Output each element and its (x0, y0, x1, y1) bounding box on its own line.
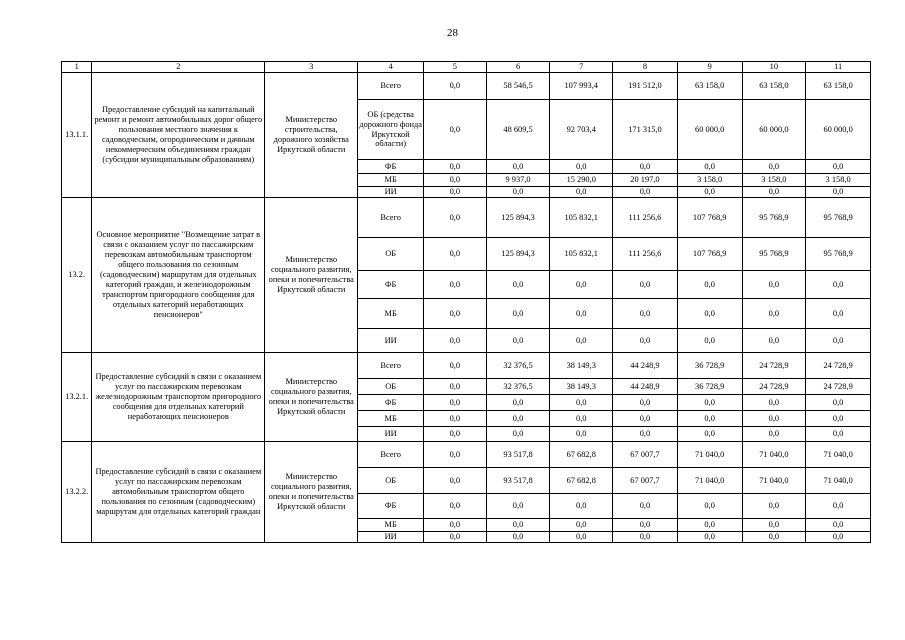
funding-source: ФБ (358, 160, 424, 174)
amount-cell: 0,0 (486, 427, 550, 442)
amount-cell: 0,0 (677, 299, 742, 329)
amount-cell: 3 158,0 (677, 174, 742, 187)
amount-cell: 0,0 (424, 271, 487, 299)
measure-name: Предоставление субсидий в связи с оказанием услуг по пассажирским перевозкам автомобильным транспортом общего пользования по сезонным (садоводческим) маршрутам для отдельных категорий граждан (92, 442, 265, 543)
amount-cell: 48 609,5 (486, 100, 550, 160)
amount-cell: 0,0 (806, 271, 871, 299)
amount-cell: 0,0 (550, 329, 613, 353)
amount-cell: 105 832,1 (550, 238, 613, 271)
table-body (62, 62, 871, 543)
amount-cell: 0,0 (424, 100, 487, 160)
amount-cell: 0,0 (613, 519, 678, 532)
amount-cell: 0,0 (742, 395, 806, 411)
amount-cell: 0,0 (424, 329, 487, 353)
amount-cell: 63 158,0 (677, 73, 742, 100)
amount-cell: 63 158,0 (742, 73, 806, 100)
table-row (62, 353, 871, 379)
amount-cell: 125 894,3 (486, 238, 550, 271)
header-row (62, 62, 871, 73)
table-row (62, 73, 871, 100)
amount-cell: 0,0 (806, 519, 871, 532)
amount-cell: 0,0 (742, 299, 806, 329)
amount-cell: 0,0 (742, 271, 806, 299)
responsible-org: Министерство социального развития, опеки и попечительства Иркутской области (265, 198, 358, 353)
amount-cell: 0,0 (613, 532, 678, 543)
amount-cell: 92 703,4 (550, 100, 613, 160)
amount-cell: 24 728,9 (806, 353, 871, 379)
amount-cell: 0,0 (742, 519, 806, 532)
funding-source: ИИ (358, 427, 424, 442)
amount-cell: 0,0 (806, 187, 871, 198)
amount-cell: 71 040,0 (677, 468, 742, 494)
funding-source: МБ (358, 519, 424, 532)
amount-cell: 0,0 (806, 532, 871, 543)
amount-cell: 0,0 (424, 427, 487, 442)
amount-cell: 0,0 (424, 238, 487, 271)
amount-cell: 0,0 (677, 427, 742, 442)
amount-cell: 0,0 (677, 187, 742, 198)
amount-cell: 0,0 (613, 160, 678, 174)
amount-cell: 15 290,0 (550, 174, 613, 187)
amount-cell: 0,0 (613, 411, 678, 427)
header-cell: 5 (424, 62, 487, 73)
amount-cell: 0,0 (550, 271, 613, 299)
amount-cell: 0,0 (677, 411, 742, 427)
responsible-org: Министерство социального развития, опеки и попечительства Иркутской области (265, 442, 358, 543)
amount-cell: 0,0 (613, 299, 678, 329)
amount-cell: 171 315,0 (613, 100, 678, 160)
amount-cell: 0,0 (424, 442, 487, 468)
amount-cell: 0,0 (677, 395, 742, 411)
amount-cell: 0,0 (550, 519, 613, 532)
funding-source: ФБ (358, 271, 424, 299)
table-row (62, 442, 871, 468)
amount-cell: 0,0 (677, 160, 742, 174)
header-cell: 7 (550, 62, 613, 73)
amount-cell: 71 040,0 (742, 468, 806, 494)
amount-cell: 71 040,0 (806, 442, 871, 468)
amount-cell: 105 832,1 (550, 198, 613, 238)
responsible-org: Министерство социального развития, опеки и попечительства Иркутской области (265, 353, 358, 442)
header-cell: 4 (358, 62, 424, 73)
amount-cell: 0,0 (424, 198, 487, 238)
amount-cell: 0,0 (550, 427, 613, 442)
funding-source: МБ (358, 174, 424, 187)
amount-cell: 0,0 (742, 532, 806, 543)
funding-source: МБ (358, 411, 424, 427)
amount-cell: 0,0 (677, 329, 742, 353)
amount-cell: 0,0 (550, 411, 613, 427)
amount-cell: 0,0 (486, 395, 550, 411)
amount-cell: 0,0 (806, 395, 871, 411)
measure-name: Основное мероприятие "Возмещение затрат в связи с оказанием услуг по пассажирским перевозкам автомобильным транспортом общего пользования по сезонным (садоводческим) маршрутам для отдельных категорий граждан, и железнодорожным транспортом пригородного сообщения для отдельных категорий неработающих пенсионеров" (92, 198, 265, 353)
amount-cell: 67 007,7 (613, 468, 678, 494)
funding-source: ИИ (358, 329, 424, 353)
row-code: 13.2. (62, 198, 92, 353)
amount-cell: 95 768,9 (742, 198, 806, 238)
amount-cell: 60 000,0 (677, 100, 742, 160)
amount-cell: 0,0 (613, 271, 678, 299)
amount-cell: 0,0 (742, 427, 806, 442)
funding-source: Всего (358, 73, 424, 100)
amount-cell: 71 040,0 (742, 442, 806, 468)
amount-cell: 191 512,0 (613, 73, 678, 100)
header-cell: 6 (486, 62, 550, 73)
amount-cell: 58 546,5 (486, 73, 550, 100)
amount-cell: 0,0 (742, 411, 806, 427)
funding-source: Всего (358, 353, 424, 379)
header-cell: 8 (613, 62, 678, 73)
amount-cell: 95 768,9 (806, 238, 871, 271)
amount-cell: 0,0 (424, 494, 487, 519)
amount-cell: 0,0 (742, 329, 806, 353)
amount-cell: 60 000,0 (742, 100, 806, 160)
amount-cell: 36 728,9 (677, 353, 742, 379)
amount-cell: 0,0 (677, 532, 742, 543)
amount-cell: 0,0 (424, 411, 487, 427)
row-code: 13.1.1. (62, 73, 92, 198)
amount-cell: 0,0 (613, 427, 678, 442)
amount-cell: 0,0 (486, 271, 550, 299)
amount-cell: 36 728,9 (677, 379, 742, 395)
row-code: 13.2.1. (62, 353, 92, 442)
amount-cell: 0,0 (613, 329, 678, 353)
amount-cell: 0,0 (742, 494, 806, 519)
amount-cell: 0,0 (424, 174, 487, 187)
amount-cell: 3 158,0 (742, 174, 806, 187)
amount-cell: 0,0 (486, 532, 550, 543)
amount-cell: 0,0 (550, 395, 613, 411)
amount-cell: 0,0 (424, 187, 487, 198)
funding-source: Всего (358, 198, 424, 238)
amount-cell: 71 040,0 (806, 468, 871, 494)
amount-cell: 32 376,5 (486, 379, 550, 395)
amount-cell: 0,0 (424, 160, 487, 174)
amount-cell: 0,0 (424, 379, 487, 395)
amount-cell: 0,0 (424, 468, 487, 494)
funding-source: ОБ (358, 379, 424, 395)
amount-cell: 3 158,0 (806, 174, 871, 187)
header-cell: 2 (92, 62, 265, 73)
amount-cell: 0,0 (486, 160, 550, 174)
amount-cell: 0,0 (424, 395, 487, 411)
amount-cell: 60 000,0 (806, 100, 871, 160)
amount-cell: 67 007,7 (613, 442, 678, 468)
amount-cell: 95 768,9 (742, 238, 806, 271)
amount-cell: 0,0 (486, 519, 550, 532)
amount-cell: 38 149,3 (550, 379, 613, 395)
funding-source: ФБ (358, 395, 424, 411)
amount-cell: 0,0 (742, 187, 806, 198)
amount-cell: 0,0 (806, 411, 871, 427)
header-cell: 3 (265, 62, 358, 73)
amount-cell: 111 256,6 (613, 238, 678, 271)
amount-cell: 67 682,8 (550, 442, 613, 468)
row-code: 13.2.2. (62, 442, 92, 543)
amount-cell: 0,0 (550, 160, 613, 174)
amount-cell: 0,0 (550, 532, 613, 543)
funding-source: Всего (358, 442, 424, 468)
amount-cell: 0,0 (806, 160, 871, 174)
amount-cell: 0,0 (677, 271, 742, 299)
funding-source: ОБ (358, 468, 424, 494)
amount-cell: 0,0 (806, 427, 871, 442)
amount-cell: 32 376,5 (486, 353, 550, 379)
amount-cell: 93 517,8 (486, 442, 550, 468)
funding-source: ИИ (358, 187, 424, 198)
amount-cell: 0,0 (806, 494, 871, 519)
amount-cell: 0,0 (486, 411, 550, 427)
amount-cell: 95 768,9 (806, 198, 871, 238)
amount-cell: 107 768,9 (677, 198, 742, 238)
table-row (62, 198, 871, 238)
measure-name: Предоставление субсидий на капитальный ремонт и ремонт автомобильных дорог общего пользования местного значения к садоводческим, огородническим и дачным некоммерческим объединениям граждан (субсидии муниципальным образованиям) (92, 73, 265, 198)
amount-cell: 0,0 (550, 299, 613, 329)
amount-cell: 0,0 (550, 187, 613, 198)
amount-cell: 71 040,0 (677, 442, 742, 468)
amount-cell: 125 894,3 (486, 198, 550, 238)
amount-cell: 44 248,9 (613, 379, 678, 395)
funding-source: ОБ (средства дорожного фонда Иркутской области) (358, 100, 424, 160)
funding-source: ИИ (358, 532, 424, 543)
amount-cell: 38 149,3 (550, 353, 613, 379)
amount-cell: 0,0 (424, 532, 487, 543)
amount-cell: 24 728,9 (742, 353, 806, 379)
amount-cell: 0,0 (424, 353, 487, 379)
header-cell: 11 (806, 62, 871, 73)
amount-cell: 0,0 (806, 329, 871, 353)
amount-cell: 0,0 (486, 329, 550, 353)
amount-cell: 111 256,6 (613, 198, 678, 238)
funding-source: МБ (358, 299, 424, 329)
responsible-org: Министерство строительства, дорожного хозяйства Иркутской области (265, 73, 358, 198)
budget-table (61, 61, 871, 543)
amount-cell: 24 728,9 (806, 379, 871, 395)
amount-cell: 0,0 (806, 299, 871, 329)
amount-cell: 63 158,0 (806, 73, 871, 100)
amount-cell: 0,0 (486, 187, 550, 198)
amount-cell: 67 682,8 (550, 468, 613, 494)
amount-cell: 0,0 (613, 395, 678, 411)
header-cell: 1 (62, 62, 92, 73)
funding-source: ОБ (358, 238, 424, 271)
amount-cell: 0,0 (613, 187, 678, 198)
amount-cell: 0,0 (677, 494, 742, 519)
amount-cell: 0,0 (424, 73, 487, 100)
amount-cell: 0,0 (486, 494, 550, 519)
amount-cell: 93 517,8 (486, 468, 550, 494)
page-number: 28 (447, 27, 458, 39)
amount-cell: 20 197,0 (613, 174, 678, 187)
amount-cell: 0,0 (486, 299, 550, 329)
amount-cell: 0,0 (677, 519, 742, 532)
funding-source: ФБ (358, 494, 424, 519)
amount-cell: 107 993,4 (550, 73, 613, 100)
header-cell: 9 (677, 62, 742, 73)
amount-cell: 0,0 (550, 494, 613, 519)
amount-cell: 0,0 (613, 494, 678, 519)
amount-cell: 0,0 (424, 519, 487, 532)
amount-cell: 24 728,9 (742, 379, 806, 395)
amount-cell: 0,0 (424, 299, 487, 329)
amount-cell: 9 937,0 (486, 174, 550, 187)
amount-cell: 44 248,9 (613, 353, 678, 379)
amount-cell: 0,0 (742, 160, 806, 174)
amount-cell: 107 768,9 (677, 238, 742, 271)
measure-name: Предоставление субсидий в связи с оказанием услуг по пассажирским перевозкам железнодорожным транспортом пригородного сообщения для отдельных категорий неработающих пенсионеров (92, 353, 265, 442)
header-cell: 10 (742, 62, 806, 73)
